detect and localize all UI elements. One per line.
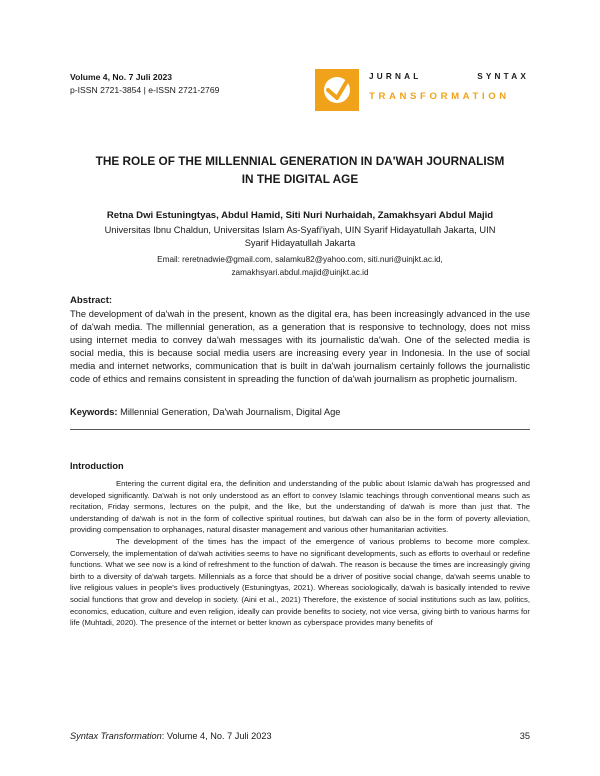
author-emails <box>70 253 530 279</box>
paper-title <box>60 152 540 188</box>
page-footer <box>70 731 272 741</box>
authors: Retna Dwi Estuningtyas, Abdul Hamid, Siti Nuri Nurhaidah, Zamakhsyari Abdul Majid <box>106 210 494 221</box>
footer-issue: : Volume 4, No. 7 Juli 2023 <box>161 731 272 741</box>
introduction-body <box>70 478 530 629</box>
affiliation-line-1: Universitas Ibnu Chaldun, Universitas Islam As-Syafi'iyah, UIN Syarif Hidayatullah Jakarta, UIN <box>104 225 496 235</box>
journal-header-info <box>70 71 219 97</box>
logo-word-syntax: SYNTAX <box>477 72 529 81</box>
keywords-text: Millennial Generation, Da'wah Journalism, Digital Age <box>117 407 341 417</box>
logo-mark-icon <box>314 68 360 112</box>
title-line-2: IN THE DIGITAL AGE <box>241 172 359 186</box>
logo-top-text <box>369 72 529 81</box>
intro-paragraph-1: Entering the current digital era, the definition and understanding of the public about Islamic da'wah has progressed and developed significantly. Da'wah is not only understood as an effort to convey Islamic teachings through conventional means such as recitation, Friday sermons, lectures on the pulpit, and the like, but the understanding of da'wah is more than just that. The understanding of da'wah is not in the form of collective spiritual routines, but da'wah can also be in the form of poverty alleviation, providing compensation to orphanages, natural disaster management and various other humanitarian activities. <box>70 479 530 535</box>
section-divider <box>70 429 530 430</box>
footer-journal-name: Syntax Transformation <box>70 731 162 741</box>
issn-label: p-ISSN 2721-3854 | e-ISSN 2721-2769 <box>70 85 220 95</box>
affiliation-line-2: Syarif Hidayatullah Jakarta <box>244 238 356 248</box>
introduction-heading: Introduction <box>70 461 124 471</box>
logo-word-jurnal: JURNAL <box>369 72 422 81</box>
email-line-1: Email: reretnadwie@gmail.com, salamku82@yahoo.com, siti.nuri@uinjkt.ac.id, <box>157 255 443 264</box>
volume-label: Volume 4, No. 7 Juli 2023 <box>70 72 173 82</box>
keywords-label: Keywords: <box>70 407 118 417</box>
page-number: 35 <box>519 731 530 741</box>
intro-paragraph-2: The development of the times has the impact of the emergence of various problems to become more complex. Conversely, the implementation of da'wah activities seems to have no significant developments, such as efforts to overhaul or redefine functions. What we see now is a kind of refreshment to the function of da'wah. The reason is because the times are increasingly giving birth to a diversity of da'wah targets. Millennials as a force that should be a driver of positive social change, da'wah seems unable to live religious values in people's lives productively (Estuningtyas, 2021). Whereas sociologically, da'wah is basically intended to revive social functions that grow and develop in society. (Aini et al., 2021) Therefore, the existence of social institutions such as law, politics, economics, education, culture and even religion, ideally can provide benefits to society, not vice versa, giving birth to various harms for life (Muhtadi, 2020). The presence of the internet or better known as cyberspace provides many benefits of <box>70 536 530 628</box>
keywords <box>70 407 530 417</box>
affiliations <box>70 224 530 250</box>
abstract-heading: Abstract: <box>70 295 113 306</box>
email-line-2: zamakhsyari.abdul.majid@uinjkt.ac.id <box>231 268 369 277</box>
journal-logo <box>314 68 532 116</box>
title-line-1: THE ROLE OF THE MILLENNIAL GENERATION IN DA'WAH JOURNALISM <box>95 154 505 168</box>
logo-word-transformation: TRANSFORMATION <box>369 91 510 102</box>
abstract-text: The development of da'wah in the present, known as the digital era, has been increasingly advanced in the use of da'wah media. The millennial generation, as a generation that is responsive to technology, does not miss using internet media to convey da'wah messages with its journalistic da'wah. One of the selected media is social media, this is because social media users are increasing every year in Indonesia. In the use of social media and internet networks, communication that is built in da'wah journalism certainly follows the journalistic code of ethics and remains consistent in spreading the function of da'wah journalism as prophetic journalism. <box>70 309 530 385</box>
